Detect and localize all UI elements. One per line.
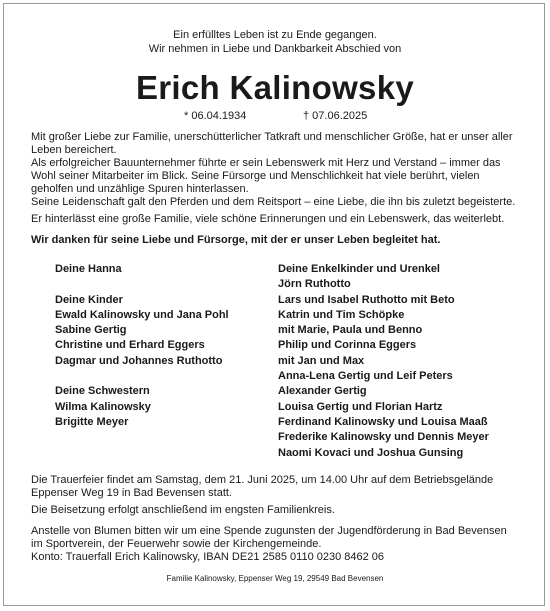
donation-notice: Anstelle von Blumen bitten wir um eine Spende zugunsten der Jugendförderung in Bad Bevensen im Sportverein, der Feuerwehr sowie der Kirchengemeinde. — [31, 525, 507, 550]
mourner-line: Deine Hanna — [55, 263, 122, 275]
paragraph-family: Mit großer Liebe zur Familie, unerschütterlicher Tatkraft und menschlicher Größe, hat er unser aller Leben bereichert. — [31, 131, 513, 156]
deceased-name: Erich Kalinowsky — [135, 69, 415, 106]
family-address: Familie Kalinowsky, Eppenser Weg 19, 29549 Bad Bevensen — [166, 574, 384, 583]
mourner-line: Christine und Erhard Eggers — [55, 339, 205, 352]
death-date: † 07.06.2025 — [303, 110, 368, 122]
mourner-line: Katrin und Tim Schöpke — [278, 308, 405, 321]
mourner-line: Frederike Kalinowsky und Dennis Meyer — [278, 431, 489, 444]
mourners-left-column — [55, 262, 229, 430]
funeral-notice: Die Trauerfeier findet am Samstag, dem 21. Juni 2025, um 14.00 Uhr auf dem Betriebsgelände Eppenser Weg 19 in Bad Bevensen statt. — [31, 474, 494, 499]
burial-notice: Die Beisetzung erfolgt anschließend im engsten Familienkreis. — [31, 504, 335, 516]
mourner-line: Jörn Ruthotto — [278, 278, 351, 291]
mourner-line — [55, 369, 229, 384]
bank-account: Konto: Trauerfall Erich Kalinowsky, IBAN DE21 2585 0110 0230 8462 06 — [31, 551, 385, 563]
mourner-line: Lars und Isabel Ruthotto mit Beto — [278, 293, 455, 306]
mourner-line: Anna-Lena Gertig und Leif Peters — [278, 370, 453, 383]
mourner-line: Philip und Corinna Eggers — [278, 339, 417, 352]
mourner-line: mit Marie, Paula und Benno — [278, 324, 423, 337]
intro-line-2: Wir nehmen in Liebe und Dankbarkeit Abschied von — [148, 43, 402, 55]
mourner-line: Deine Kinder — [55, 293, 123, 306]
paragraph-career: Als erfolgreicher Bauunternehmer führte er sein Lebenswerk mit Herz und Verstand – immer das Wohl seiner Mitarbeiter im Blick. Seine Fürsorge und Menschlichkeit hat viele berührt, vielen geholfen und unzählige Spuren hinterlassen. — [31, 157, 501, 195]
mourner-line: Deine Enkelkinder und Urenkel — [278, 263, 440, 275]
birth-date: * 06.04.1934 — [184, 110, 247, 122]
mourner-line: Wilma Kalinowsky — [55, 400, 151, 413]
mourner-line: Deine Schwestern — [55, 385, 150, 398]
mourner-line: Ferdinand Kalinowsky und Louisa Maaß — [278, 415, 488, 428]
mourner-line: Naomi Kovaci und Joshua Gunsing — [278, 446, 464, 459]
paragraph-passion: Seine Leidenschaft galt den Pferden und dem Reitsport – eine Liebe, die ihn bis zuletzt begeisterte. — [31, 196, 516, 208]
thanks-line: Wir danken für seine Liebe und Fürsorge, mit der er unser Leben begleitet hat. — [31, 234, 441, 246]
mourner-line: Ewald Kalinowsky und Jana Pohl — [55, 308, 229, 321]
mourner-line: Louisa Gertig und Florian Hartz — [278, 400, 443, 413]
mourners-right-column — [278, 262, 489, 461]
mourner-line: Alexander Gertig — [278, 385, 367, 398]
mourner-line: mit Jan und Max — [278, 354, 365, 367]
paragraph-legacy: Er hinterlässt eine große Familie, viele schöne Erinnerungen und ein Lebenswerk, das weiterlebt. — [31, 213, 505, 225]
mourner-line: Brigitte Meyer — [55, 415, 129, 428]
mourner-line: Sabine Gertig — [55, 324, 127, 337]
mourner-line — [55, 277, 229, 292]
mourner-line: Dagmar und Johannes Ruthotto — [55, 354, 223, 367]
intro-line-1: Ein erfülltes Leben ist zu Ende gegangen. — [173, 29, 377, 41]
